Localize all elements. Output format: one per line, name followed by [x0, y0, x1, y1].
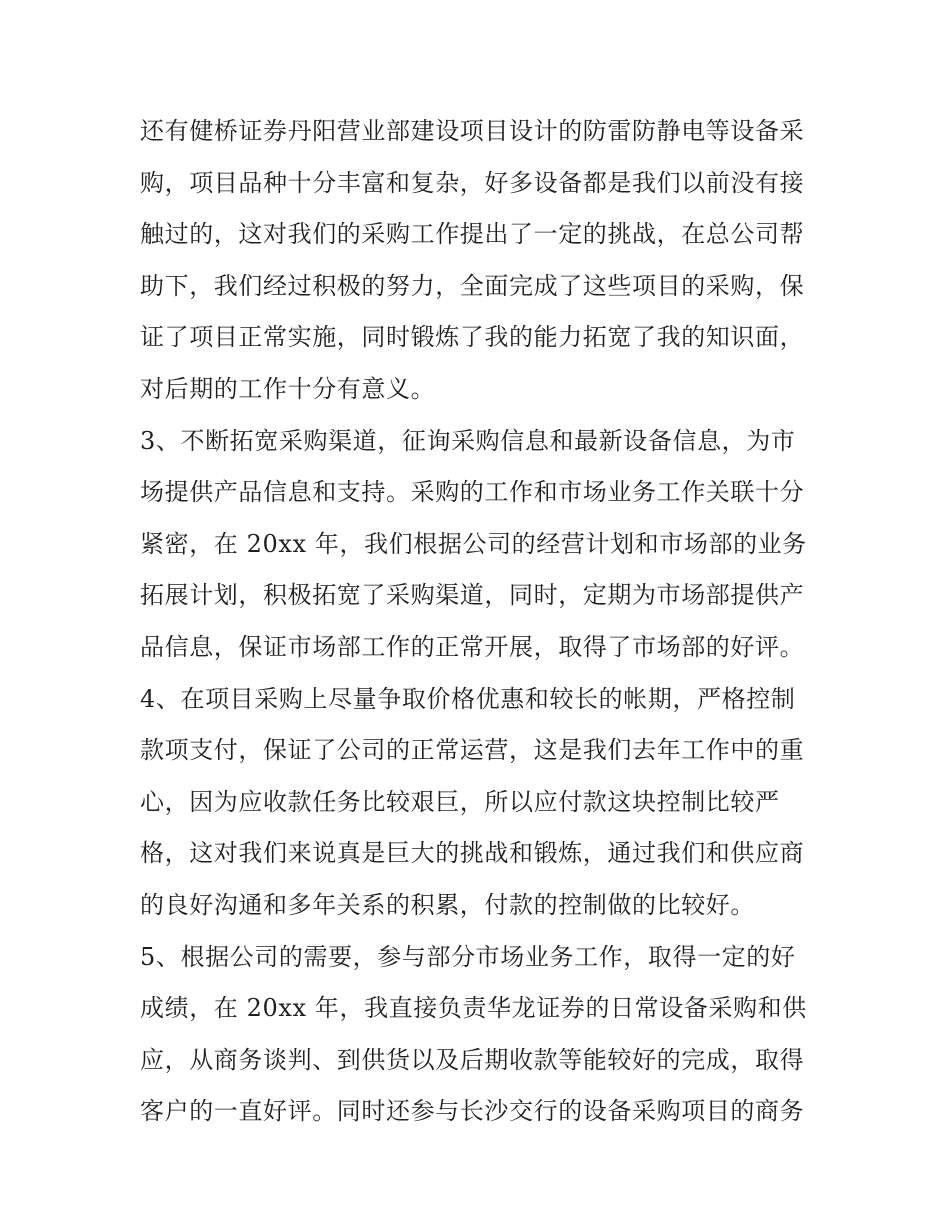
text-line: 的良好沟通和多年关系的积累，付款的控制做的比较好。 — [140, 890, 755, 919]
text-line: 3、不断拓宽采购渠道，征询采购信息和最新设备信息，为市 — [140, 426, 796, 455]
text-line: 心，因为应收款任务比较艰巨，所以应付款这块控制比较严 — [140, 787, 780, 816]
text-line: 5、根据公司的需要，参与部分市场业务工作，取得一定的好 — [140, 942, 796, 971]
text-line: 款项支付，保证了公司的正常运营，这是我们去年工作中的重 — [140, 736, 805, 765]
text-line: 格，这对我们来说真是巨大的挑战和锻炼，通过我们和供应商 — [140, 839, 805, 868]
text-line: 购，项目品种十分丰富和复杂，好多设备都是我们以前没有接 — [140, 168, 805, 197]
text-line: 品信息，保证市场部工作的正常开展，取得了市场部的好评。 — [140, 632, 805, 661]
text-line: 触过的，这对我们的采购工作提出了一定的挑战，在总公司帮 — [140, 220, 805, 249]
text-line: 拓展计划，积极拓宽了采购渠道，同时，定期为市场部提供产 — [140, 581, 805, 610]
text-line: 紧密，在 20xx 年，我们根据公司的经营计划和市场部的业务 — [140, 529, 807, 558]
text-line: 场提供产品信息和支持。采购的工作和市场业务工作关联十分 — [140, 478, 805, 507]
text-line: 成绩，在 20xx 年，我直接负责华龙证券的日常设备采购和供 — [140, 994, 807, 1023]
text-line: 证了项目正常实施，同时锻炼了我的能力拓宽了我的知识面， — [140, 323, 805, 352]
text-line: 对后期的工作十分有意义。 — [140, 374, 436, 403]
text-line: 助下，我们经过积极的努力，全面完成了这些项目的采购，保 — [140, 271, 805, 300]
text-line: 应，从商务谈判、到供货以及后期收款等能较好的完成，取得 — [140, 1045, 805, 1074]
text-line: 客户的一直好评。同时还参与长沙交行的设备采购项目的商务 — [140, 1097, 805, 1126]
text-line: 4、在项目采购上尽量争取价格优惠和较长的帐期，严格控制 — [140, 684, 796, 713]
body-text — [140, 106, 840, 1138]
text-line: 还有健桥证券丹阳营业部建设项目设计的防雷防静电等设备采 — [140, 117, 805, 145]
